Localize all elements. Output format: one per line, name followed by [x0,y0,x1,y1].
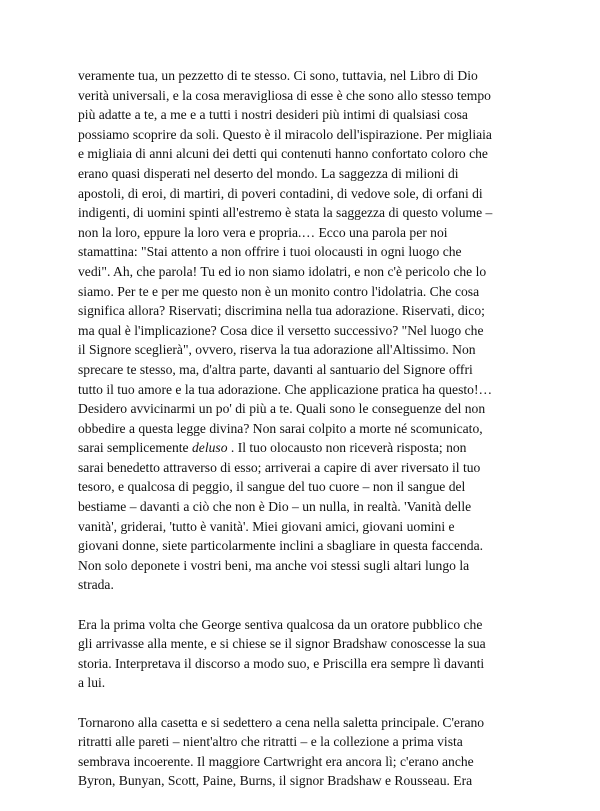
text-line: sprecare te stesso, ma, d'altra parte, davanti al santuario del Signore offri [78,361,473,377]
text-line: bestiame – davanti a ciò che non è Dio – un nulla, in realtà. 'Vanità delle [78,499,472,515]
text-line: tesoro, e qualcosa di peggio, il sangue del tuo cuore – non il sangue del [78,479,466,495]
italic-word: deluso [192,440,228,456]
text-line: siamo. Per te e per me questo non è un monito contro l'idolatria. Che cosa [78,283,480,299]
text-line: indigenti, di uomini spinti all'estremo è stata la saggezza di questo volume – [78,205,493,221]
text-line: stamattina: "Stai attento a non offrire i tuoi olocausti in ogni luogo che [78,244,462,260]
text-line: ritratti alle pareti – nient'altro che ritratti – e la collezione a prima vista [78,734,463,750]
text-line: non la loro, eppure la loro vera e propria.… Ecco una parola per noi [78,224,448,240]
paragraph-sermon [78,66,538,595]
paragraph-george [78,615,538,693]
text-line: sembrava incoerente. Il maggiore Cartwright era ancora lì; c'erano anche [78,753,474,769]
text-line: sarai benedetto attraverso di esso; arriverai a capire di aver riversato il tuo [78,459,481,475]
text-line: Tornarono alla casetta e si sedettero a cena nella saletta principale. C'erano [78,714,485,730]
document-page [78,66,538,811]
text-line: Non solo deponete i vostri beni, ma anche voi stessi sugli altari lungo la [78,557,470,573]
text-line: più adatte a te, a me e a tutti i nostri desideri più intimi di qualsiasi cosa [78,107,468,123]
text-segment: sarai semplicemente [78,440,192,456]
text-line: tutto il tuo amore e la tua adorazione. Che applicazione pratica ha questo!… [78,381,493,397]
text-line: giovani donne, siete particolarmente inclini a sbagliare in questa faccenda. [78,538,484,554]
paragraph-cottage [78,713,538,791]
text-line: il Signore sceglierà", ovvero, riserva la tua adorazione all'Altissimo. Non [78,342,476,358]
text-line: verità universali, e la cosa meravigliosa di esse è che sono allo stesso tempo [78,87,491,103]
text-line: e migliaia di anni alcuni dei detti qui contenuti hanno confortato coloro che [78,146,488,162]
text-line: vanità', griderai, 'tutto è vanità'. Miei giovani amici, giovani uomini e [78,518,455,534]
text-line-with-italic [78,438,538,458]
text-line: apostoli, di eroi, di martiri, di poveri contadini, di vedove sole, di orfani di [78,185,483,201]
text-line: erano quasi disperati nel deserto del mondo. La saggezza di milioni di [78,165,459,181]
text-line: strada. [78,577,114,593]
text-line: vedi". Ah, che parola! Tu ed io non siamo idolatri, e non c'è pericolo che lo [78,263,487,279]
text-line: Era la prima volta che George sentiva qualcosa da un oratore pubblico che [78,616,483,632]
text-line: storia. Interpretava il discorso a modo suo, e Priscilla era sempre lì davanti [78,655,485,671]
text-line: Desidero avvicinarmi un po' di più a te. Quali sono le conseguenze del non [78,401,486,417]
text-segment: . Il tuo olocausto non riceverà risposta; non [227,440,467,456]
text-line: a lui. [78,675,106,691]
text-line: possiamo scoprire da soli. Questo è il miracolo dell'ispirazione. Per migliaia [78,126,492,142]
text-line: ma qual è l'implicazione? Cosa dice il versetto successivo? "Nel luogo che [78,322,484,338]
text-line: Byron, Bunyan, Scott, Paine, Burns, il signor Bradshaw e Rousseau. Era [78,773,473,789]
text-line: gli arrivasse alla mente, e si chiese se il signor Bradshaw conoscesse la sua [78,636,486,652]
text-line: veramente tua, un pezzetto di te stesso. Ci sono, tuttavia, nel Libro di Dio [78,68,478,83]
text-line: significa allora? Riservati; discrimina nella tua adorazione. Riservati, dico; [78,303,485,319]
text-line: obbedire a questa legge divina? Non sarai colpito a morte né scomunicato, [78,420,483,436]
